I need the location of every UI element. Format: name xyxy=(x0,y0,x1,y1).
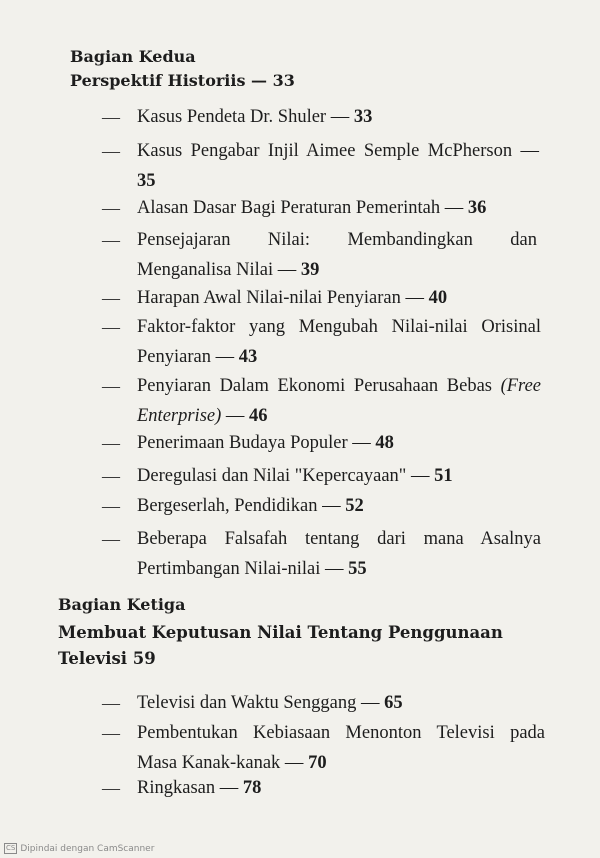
entry-dash: — xyxy=(102,288,120,308)
page-number: 51 xyxy=(434,466,453,486)
watermark-text: Dipindai dengan CamScanner xyxy=(20,843,155,854)
entry-dash: — xyxy=(102,141,120,161)
page-number: 39 xyxy=(300,260,320,280)
entry-dash: — xyxy=(102,529,120,549)
part3-title-line2: Televisi 59 xyxy=(58,649,156,668)
entry-text: Beberapa Falsafah tentang dari mana Asalnya Pertimbangan Nilai-nilai — 55 xyxy=(137,529,541,579)
entry-text: Deregulasi dan Nilai "Kepercayaan" — 51 xyxy=(137,466,453,486)
part3-title-line1: Membuat Keputusan Nilai Tentang Penggunaan xyxy=(58,623,503,642)
entry-dash: — xyxy=(102,433,120,453)
italic-term: (Free Enterprise) xyxy=(137,376,541,426)
entry-text: Alasan Dasar Bagi Peraturan Pemerintah — 36 xyxy=(137,198,487,218)
entry-dash: — xyxy=(102,693,120,713)
entry-text: Ringkasan — 78 xyxy=(137,778,262,798)
entry-text: Penerimaan Budaya Populer — 48 xyxy=(137,433,394,453)
entry-dash: — xyxy=(102,376,120,396)
entry-dash: — xyxy=(102,778,120,798)
entry-text: Pensejajaran Nilai: Membandingkan dan Menganalisa Nilai — 39 xyxy=(137,230,537,280)
entry-dash: — xyxy=(102,466,120,486)
entry-text: Televisi dan Waktu Senggang — 65 xyxy=(137,693,403,713)
camscanner-logo: CS xyxy=(6,844,16,852)
page-number: 33 xyxy=(353,107,373,127)
page-number: 36 xyxy=(467,198,487,218)
entry-dash: — xyxy=(102,107,120,127)
entry-dash: — xyxy=(102,496,120,516)
entry-text: Pembentukan Kebiasaan Menonton Televisi pada Masa Kanak-kanak — 70 xyxy=(137,723,545,773)
scanner-watermark xyxy=(4,843,154,854)
part2-label: Bagian Kedua xyxy=(70,47,196,66)
page-number: 78 xyxy=(242,778,262,798)
page-number: 52 xyxy=(345,496,364,516)
entry-dash: — xyxy=(102,198,120,218)
entry-text: Kasus Pengabar Injil Aimee Semple McPherson — 35 xyxy=(137,141,539,191)
entry-dash: — xyxy=(102,723,120,743)
page-number: 40 xyxy=(428,288,448,308)
entry-text: Kasus Pendeta Dr. Shuler — 33 xyxy=(137,107,373,127)
entry-text: Penyiaran Dalam Ekonomi Perusahaan Bebas (Free Enterprise) — 46 xyxy=(137,376,541,426)
part2-title: Perspektif Historiis — 33 xyxy=(70,71,295,90)
page-number: 65 xyxy=(384,693,403,713)
entry-text: Bergeserlah, Pendidikan — 52 xyxy=(137,496,364,516)
entry-text: Faktor-faktor yang Mengubah Nilai-nilai Orisinal Penyiaran — 43 xyxy=(137,317,541,367)
page-number: 55 xyxy=(348,559,367,579)
page-number: 46 xyxy=(249,406,268,426)
page-number: 48 xyxy=(375,433,394,453)
entry-text: Harapan Awal Nilai-nilai Penyiaran — 40 xyxy=(137,288,448,308)
page-number: 35 xyxy=(137,171,156,191)
part3-label: Bagian Ketiga xyxy=(58,595,186,614)
page-number: 70 xyxy=(308,753,327,773)
entry-dash: — xyxy=(102,230,120,250)
entry-dash: — xyxy=(102,317,120,337)
page-number: 43 xyxy=(238,347,258,367)
